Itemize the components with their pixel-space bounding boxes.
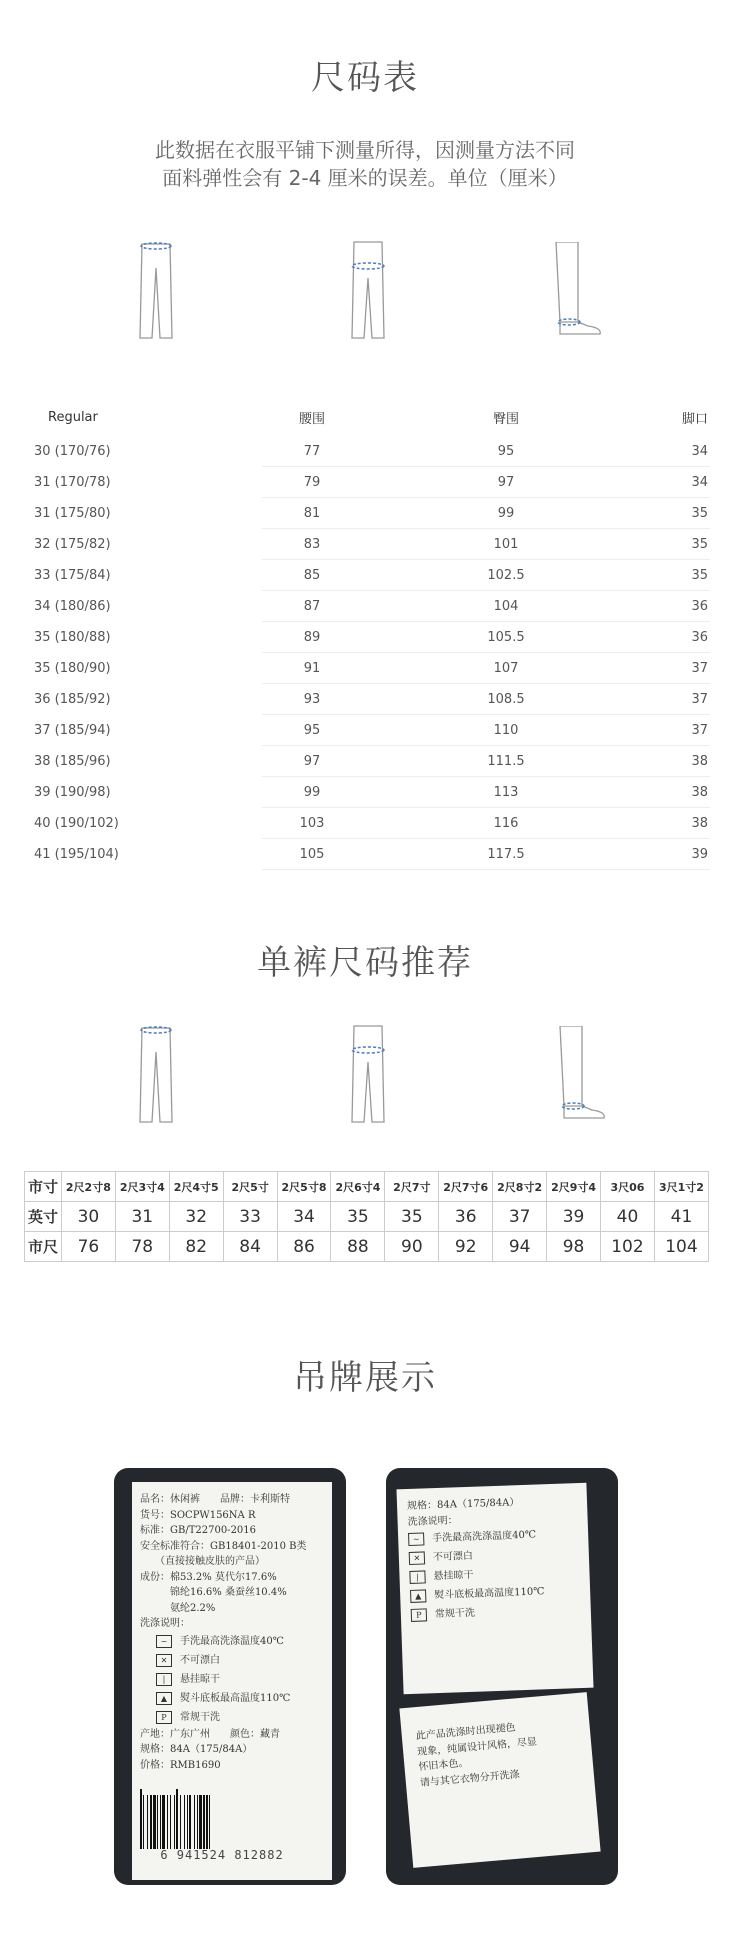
size-row — [22, 777, 710, 808]
recommend-cell: 2尺6寸4 — [331, 1172, 385, 1202]
recommend-cell: 41 — [654, 1202, 708, 1232]
pants-hip-icon — [342, 238, 392, 343]
size-row — [22, 436, 710, 467]
recommend-cell: 3尺1寸2 — [654, 1172, 708, 1202]
recommend-cell: 2尺5寸 — [223, 1172, 277, 1202]
tag-info-lines — [140, 1492, 324, 1632]
recommend-row-inch — [25, 1202, 709, 1232]
size-table-body — [22, 436, 710, 870]
recommend-row-label: 市寸 — [25, 1172, 62, 1202]
pants-waist-icon — [130, 1022, 180, 1127]
hand-wash-icon: ~ — [408, 1532, 424, 1546]
care-instruction — [156, 1651, 324, 1670]
header-hem: 脚口 — [681, 411, 708, 427]
care-text: 不可漂白 — [432, 1550, 474, 1564]
hip-value: 97 — [497, 475, 515, 490]
size-recommend-table — [24, 1171, 709, 1262]
recommend-cell: 3尺06 — [601, 1172, 655, 1202]
size-row — [22, 839, 710, 870]
care-label-care-list — [408, 1524, 581, 1625]
recommend-cell: 32 — [169, 1202, 223, 1232]
recommend-cell: 90 — [385, 1232, 439, 1262]
recommend-row-shicun — [25, 1172, 709, 1202]
recommend-cell: 37 — [493, 1202, 547, 1232]
care-label-line: 规格：84A（175/84A） — [406, 1497, 520, 1513]
recommend-row-label: 英寸 — [25, 1202, 62, 1232]
recommend-cell: 35 — [385, 1202, 439, 1232]
care-text: 熨斗底板最高温度110℃ — [180, 1692, 291, 1704]
recommend-cell: 94 — [493, 1232, 547, 1262]
hip-value: 104 — [493, 599, 519, 614]
hip-value: 107 — [493, 661, 519, 676]
size-label: 35 (180/90) — [34, 661, 111, 676]
hem-value: 36 — [691, 599, 708, 614]
tag-info-line: 安全标准符合：GB18401-2010 B类 — [140, 1540, 307, 1552]
size-table — [22, 398, 710, 870]
size-label: 35 (180/88) — [34, 630, 111, 645]
recommend-cell: 2尺7寸 — [385, 1172, 439, 1202]
waist-value: 83 — [303, 537, 321, 552]
hangtag-title: 吊牌展示 — [293, 1358, 437, 1398]
recommend-cell: 30 — [61, 1202, 115, 1232]
notice-line: 此产品洗涤时出现褪色 — [415, 1722, 517, 1743]
size-row — [22, 622, 710, 653]
care-text: 悬挂晾干 — [433, 1569, 474, 1583]
hem-value: 36 — [691, 630, 708, 645]
notice-line: 请与其它衣物分开洗涤 — [419, 1768, 521, 1789]
recommend-cell: 2尺4寸5 — [169, 1172, 223, 1202]
size-label: 37 (185/94) — [34, 723, 111, 738]
hem-value: 37 — [691, 692, 708, 707]
size-table-header — [22, 398, 710, 436]
pants-hip-icon — [342, 1022, 392, 1127]
care-instruction — [156, 1689, 324, 1708]
recommend-cell: 102 — [601, 1232, 655, 1262]
hang-dry-icon: | — [409, 1570, 425, 1584]
recommend-row-shichi — [25, 1232, 709, 1262]
care-instruction — [156, 1632, 324, 1651]
recommend-cell: 104 — [654, 1232, 708, 1262]
waist-value: 77 — [303, 444, 321, 459]
recommend-cell: 2尺3寸4 — [115, 1172, 169, 1202]
hip-value: 102.5 — [487, 568, 525, 583]
hip-value: 116 — [493, 816, 519, 831]
size-label: 39 (190/98) — [34, 785, 111, 800]
recommend-cell: 82 — [169, 1232, 223, 1262]
care-text: 常规干洗 — [180, 1711, 220, 1723]
size-row — [22, 808, 710, 839]
tag-info-line: 价格：RMB1690 — [140, 1759, 221, 1771]
header-regular: Regular — [48, 409, 98, 425]
dry-clean-icon: P — [411, 1608, 427, 1622]
hem-value: 39 — [691, 847, 708, 862]
tag-info-line: 货号：SOCPW156NA R — [140, 1509, 256, 1521]
size-row — [22, 529, 710, 560]
tag-bottom-lines — [140, 1727, 324, 1774]
hip-value: 110 — [493, 723, 519, 738]
recommend-cell: 88 — [331, 1232, 385, 1262]
tag-info-line: 标准：GB/T22700-2016 — [140, 1525, 257, 1536]
waist-value: 91 — [303, 661, 321, 676]
tag-care-list — [156, 1632, 324, 1727]
recommend-cell: 31 — [115, 1202, 169, 1232]
recommend-cell: 34 — [277, 1202, 331, 1232]
care-text: 不可漂白 — [180, 1654, 220, 1666]
hangtag-photo-right — [386, 1468, 618, 1885]
hang-dry-icon: | — [156, 1673, 172, 1686]
size-row — [22, 653, 710, 684]
recommend-row-label: 市尺 — [25, 1232, 62, 1262]
tag-info-line: （直接接触皮肤的产品） — [140, 1556, 265, 1567]
size-label: 34 (180/86) — [34, 599, 111, 614]
size-row — [22, 684, 710, 715]
waist-value: 95 — [303, 723, 321, 738]
size-label: 30 (170/76) — [34, 444, 111, 459]
waist-value: 79 — [303, 475, 321, 490]
hangtag-photo-left — [114, 1468, 346, 1885]
recommend-cell: 33 — [223, 1202, 277, 1232]
waist-value: 89 — [303, 630, 321, 645]
hem-value: 34 — [691, 444, 708, 459]
recommend-cell: 2尺2寸8 — [61, 1172, 115, 1202]
care-label-top — [396, 1483, 593, 1695]
recommend-cell: 2尺9寸4 — [547, 1172, 601, 1202]
size-row — [22, 498, 710, 529]
size-label: 31 (175/80) — [34, 506, 111, 521]
waist-value: 81 — [303, 506, 321, 521]
size-label: 38 (185/96) — [34, 754, 111, 769]
hem-value: 34 — [691, 475, 708, 490]
recommend-cell: 84 — [223, 1232, 277, 1262]
tag-info-line: 洗涤说明： — [140, 1618, 190, 1629]
tag-info-line: 锦纶16.6% 桑蚕丝10.4% — [140, 1587, 287, 1598]
description-line-2: 面料弹性会有 2-4 厘米的误差。单位（厘米） — [162, 166, 568, 190]
recommend-title: 单裤尺码推荐 — [257, 943, 473, 983]
iron-icon: ▲ — [156, 1692, 172, 1705]
tag-info-line: 成份：棉53.2% 莫代尔17.6% — [140, 1571, 277, 1583]
size-label: 33 (175/84) — [34, 568, 111, 583]
hip-value: 95 — [497, 444, 515, 459]
size-label: 41 (195/104) — [34, 847, 119, 862]
recommend-cell: 2尺8寸2 — [493, 1172, 547, 1202]
size-row — [22, 467, 710, 498]
recommend-cell: 2尺5寸8 — [277, 1172, 331, 1202]
recommend-cell: 40 — [601, 1202, 655, 1232]
pants-waist-icon — [130, 238, 180, 343]
recommend-cell: 98 — [547, 1232, 601, 1262]
hem-value: 35 — [691, 506, 708, 521]
header-hip: 臀围 — [492, 411, 519, 427]
hand-wash-icon: ~ — [156, 1635, 172, 1648]
hem-value: 37 — [691, 723, 708, 738]
hem-value: 38 — [691, 785, 708, 800]
barcode-number: 6 941524 812882 — [160, 1848, 284, 1862]
care-text: 手洗最高洗涤温度40℃ — [180, 1635, 284, 1647]
waist-value: 93 — [303, 692, 321, 707]
notice-line: 怀旧本色。 — [418, 1757, 469, 1774]
hip-value: 117.5 — [487, 847, 525, 862]
no-bleach-icon: ✕ — [409, 1551, 425, 1565]
size-label: 32 (175/82) — [34, 537, 111, 552]
waist-value: 99 — [303, 785, 321, 800]
size-label: 40 (190/102) — [34, 816, 119, 831]
pants-hem-icon — [552, 1026, 612, 1126]
waist-value: 87 — [303, 599, 321, 614]
size-chart-description — [0, 136, 730, 192]
waist-value: 97 — [303, 754, 321, 769]
tag-info-line: 产地：广东广州 颜色：藏青 — [140, 1728, 280, 1740]
recommend-cell: 92 — [439, 1232, 493, 1262]
size-label: 31 (170/78) — [34, 475, 111, 490]
dry-clean-icon: P — [156, 1711, 172, 1724]
recommend-cell: 2尺7寸6 — [439, 1172, 493, 1202]
hip-value: 101 — [493, 537, 519, 552]
hip-value: 108.5 — [487, 692, 525, 707]
hem-value: 35 — [691, 568, 708, 583]
size-row — [22, 715, 710, 746]
care-label-bottom — [399, 1692, 600, 1868]
description-line-1: 此数据在衣服平铺下测量所得，因测量方法不同 — [155, 138, 575, 162]
hip-value: 99 — [497, 506, 515, 521]
hip-value: 105.5 — [487, 630, 525, 645]
header-waist: 腰围 — [298, 411, 325, 427]
recommend-cell: 35 — [331, 1202, 385, 1232]
waist-value: 105 — [299, 847, 325, 862]
waist-value: 85 — [303, 568, 321, 583]
care-label-notice — [415, 1715, 580, 1791]
size-row — [22, 591, 710, 622]
care-instruction — [156, 1708, 324, 1727]
size-chart-title: 尺码表 — [311, 58, 419, 98]
iron-icon: ▲ — [410, 1589, 426, 1603]
hem-value: 35 — [691, 537, 708, 552]
care-text: 手洗最高洗涤温度40℃ — [432, 1529, 537, 1545]
recommend-cell: 78 — [115, 1232, 169, 1262]
barcode — [140, 1789, 304, 1849]
recommend-cell: 36 — [439, 1202, 493, 1232]
hem-value: 37 — [691, 661, 708, 676]
care-text: 熨斗底板最高温度110℃ — [434, 1586, 545, 1602]
size-row — [22, 746, 710, 777]
waist-value: 103 — [299, 816, 325, 831]
recommend-cell: 86 — [277, 1232, 331, 1262]
care-instruction — [156, 1670, 324, 1689]
hip-value: 111.5 — [487, 754, 525, 769]
hem-value: 38 — [691, 816, 708, 831]
notice-line: 现象，纯属设计风格，尽显 — [416, 1736, 538, 1758]
care-text: 常规干洗 — [434, 1607, 476, 1621]
hip-value: 113 — [493, 785, 519, 800]
hem-value: 38 — [691, 754, 708, 769]
tag-info-line: 氨纶2.2% — [140, 1602, 216, 1614]
recommend-cell: 76 — [61, 1232, 115, 1262]
no-bleach-icon: ✕ — [156, 1654, 172, 1667]
pants-hem-icon — [548, 242, 608, 342]
care-label-line: 洗涤说明： — [407, 1514, 458, 1528]
recommend-cell: 39 — [547, 1202, 601, 1232]
barcode-bar — [210, 1795, 213, 1849]
tag-info-line: 规格：84A（175/84A） — [140, 1744, 253, 1755]
care-text: 悬挂晾干 — [180, 1673, 220, 1685]
size-label: 36 (185/92) — [34, 692, 111, 707]
size-row — [22, 560, 710, 591]
tag-info-line: 品名：休闲裤 品牌：卡利斯特 — [140, 1494, 290, 1505]
